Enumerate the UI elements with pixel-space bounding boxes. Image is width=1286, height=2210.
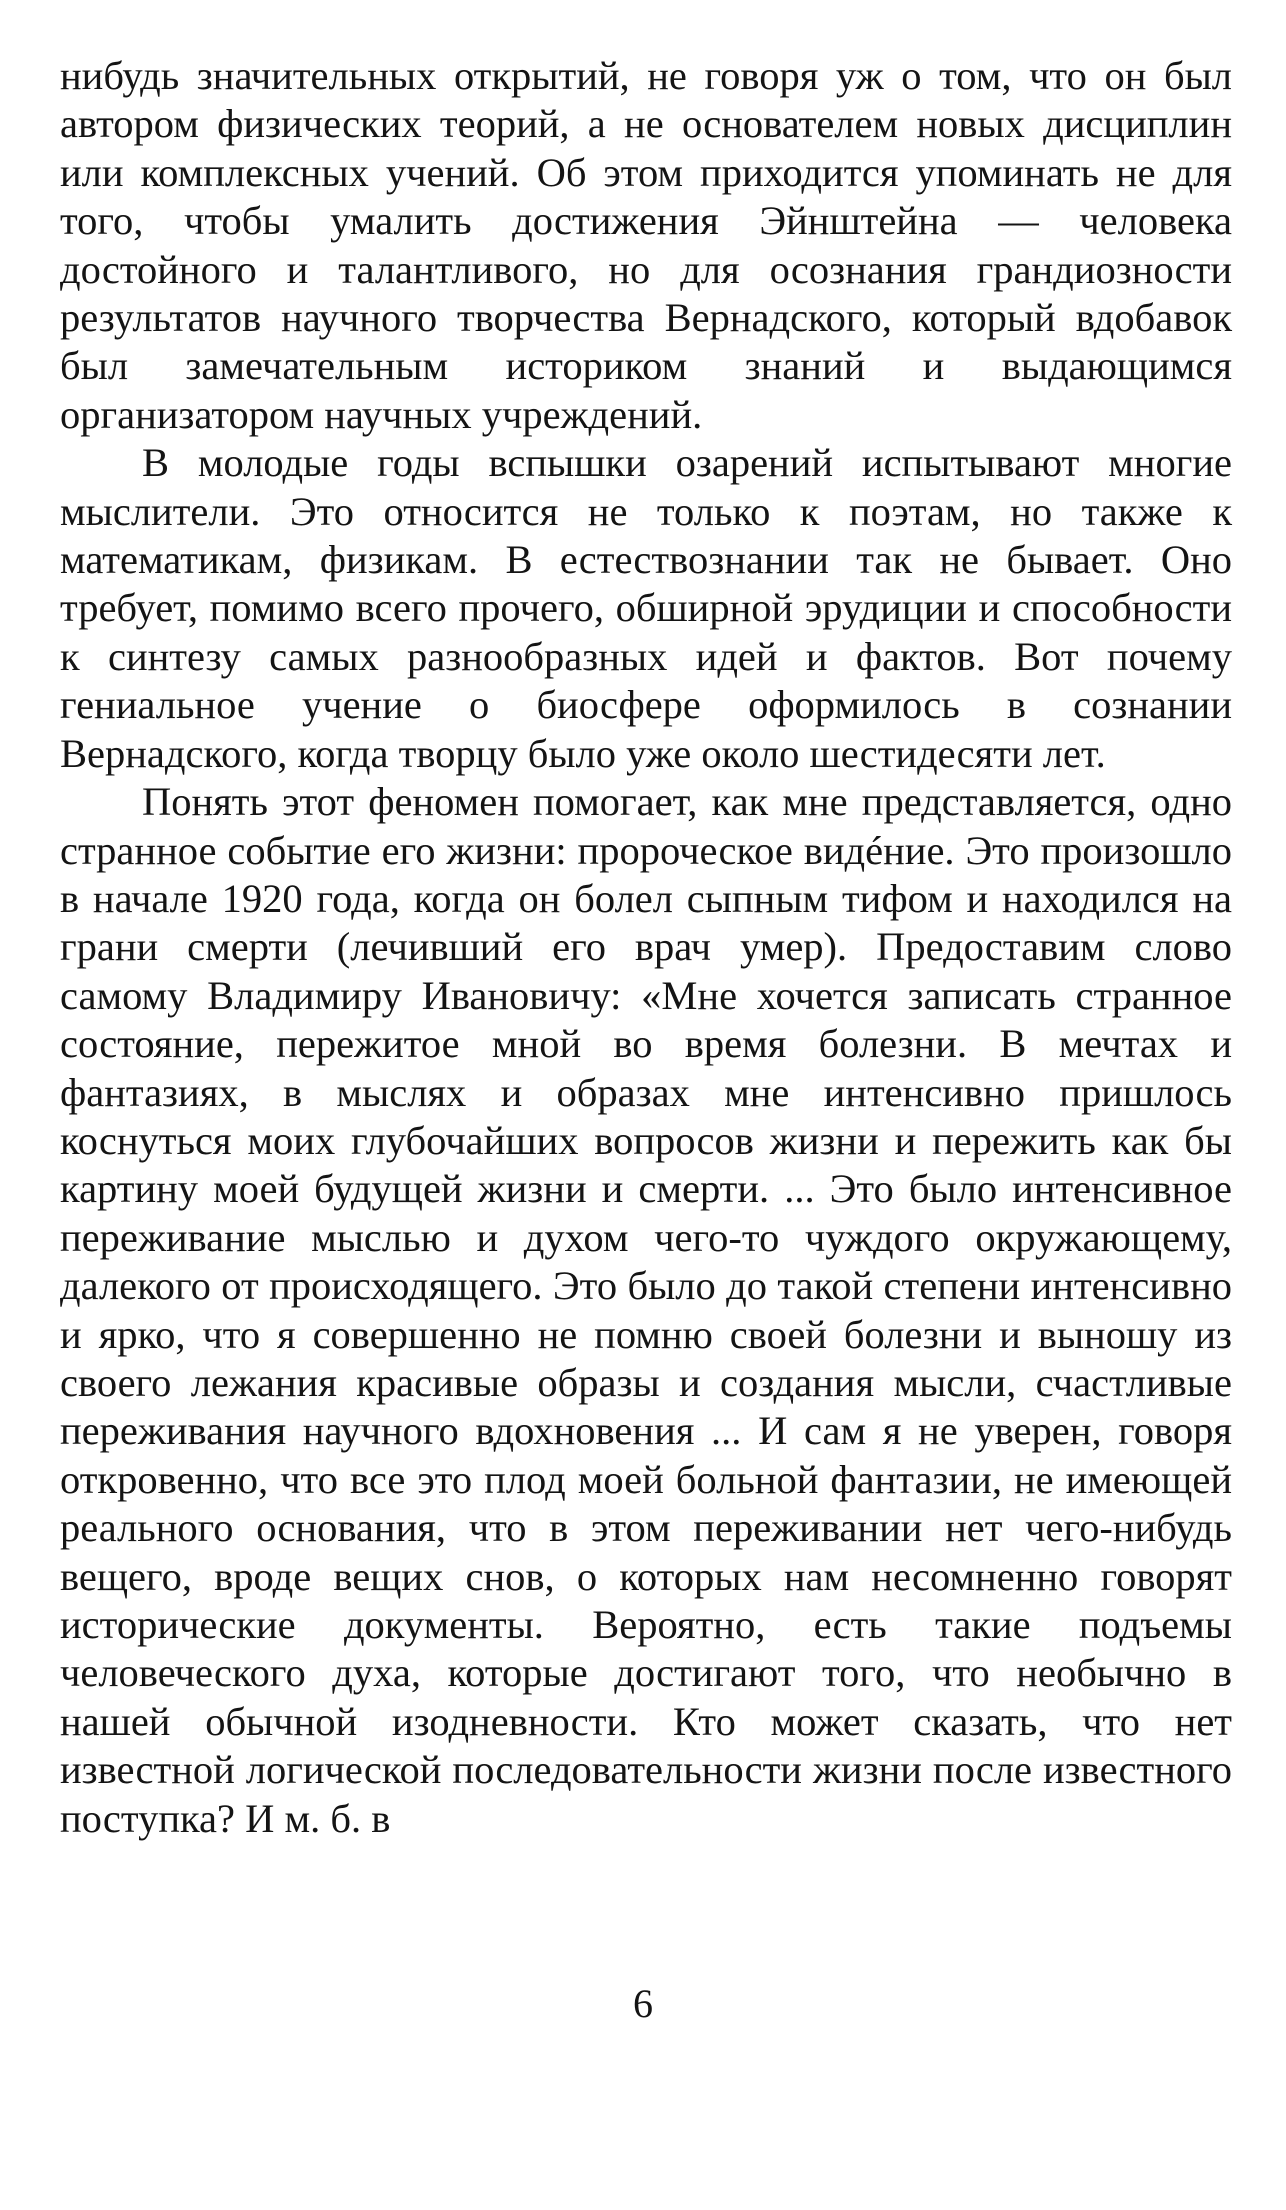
page-number: 6 xyxy=(633,1981,653,2026)
paragraph-1: нибудь значительных открытий, не говоря уж о том, что он был автором физических теорий, а не основателем новых дисциплин или комплексных учений. Об этом приходится упоминать не для того, чтобы умалить достижения Эйнштейна — человека достойного и талантливого, но для осознания грандиозности результатов научного творчества Вернадского, который вдобавок был замечательным историком знаний и выдающимся организатором научных учреждений. xyxy=(60,53,1232,437)
paragraph-2: В молодые годы вспышки озарений испытывают многие мыслители. Это относится не только к поэтам, но также к математикам, физикам. В естествознании так не бывает. Оно требует, помимо всего прочего, обширной эрудиции и способности к синтезу самых разнообразных идей и фактов. Вот почему гениальное учение о биосфере оформилось в сознании Вернадского, когда творцу было уже около шестидесяти лет. xyxy=(60,440,1232,776)
paragraph-3: Понять этот феномен помогает, как мне представляется, одно странное событие его жизни: пророческое видéние. Это произошло в начале 1920 года, когда он болел сыпным тифом и находился на грани смерти (лечивший его врач умер). Предоставим слово самому Владимиру Ивановичу: «Мне хочется записать странное состояние, пережитое мной во время болезни. В мечтах и фантазиях, в мыслях и образах мне интенсивно пришлось коснуться моих глубочайших вопросов жизни и пережить как бы картину моей будущей жизни и смерти. ... Это было интенсивное переживание мыслью и духом чего-то чуждого окружающему, далекого от происходящего. Это было до такой степени интенсивно и ярко, что я совершенно не помню своей болезни и выношу из своего лежания красивые образы и создания мысли, счастливые переживания научного вдохновения ... И сам я не уверен, говоря откровенно, что все это плод моей больной фантазии, не имеющей реального основания, что в этом переживании нет чего-нибудь вещего, вроде вещих снов, о которых нам несомненно говорят исторические документы. Вероятно, есть такие подъемы человеческого духа, которые достигают того, что необычно в нашей обычной изодневности. Кто может сказать, что нет известной логической последовательности жизни после известного поступка? И м. б. в xyxy=(60,779,1232,1841)
body-text xyxy=(60,52,1232,1843)
